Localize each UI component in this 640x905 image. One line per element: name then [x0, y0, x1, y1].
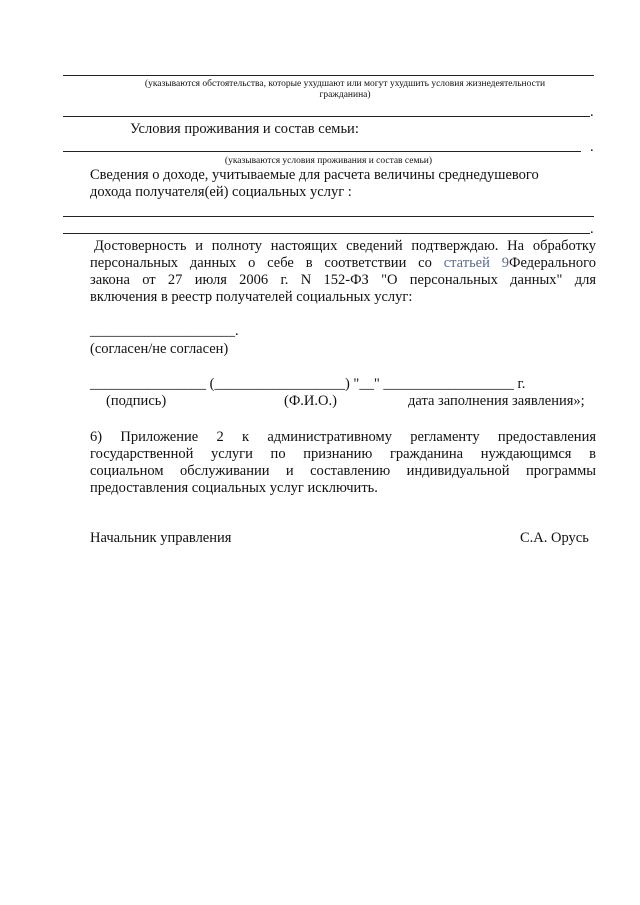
- item6-line-3: социальном обслуживании и составлению индивидуальной программы: [90, 463, 596, 479]
- hint-living-conditions: (указываются условия проживания и состав семьи): [224, 156, 433, 166]
- income-line2: дохода получателя(ей) социальных услуг :: [90, 184, 352, 200]
- date-label: дата заполнения заявления»;: [408, 393, 585, 409]
- rule-3: [63, 151, 581, 152]
- item-6-paragraph: [90, 429, 596, 497]
- article-link[interactable]: статьей 9: [443, 255, 509, 271]
- rule-5-period: .: [590, 221, 594, 237]
- rule-3-period: .: [590, 139, 594, 155]
- rule-4: [63, 216, 594, 217]
- consent-line-4: включения в реестр получателей социальных услуг:: [90, 289, 413, 305]
- consent-line-1: Достоверность и полноту настоящих сведений подтверждаю. На обработку: [94, 238, 596, 254]
- consent-line-2: персональных данных о себе в соответствии со статьей 9Федерального: [90, 255, 597, 271]
- income-line1: Сведения о доходе, учитываемые для расчета величины среднедушевого: [90, 167, 539, 183]
- item6-line-4: предоставления социальных услуг исключить.: [90, 480, 378, 496]
- hint-circumstances: [90, 79, 600, 101]
- signature-label: (подпись): [106, 393, 167, 409]
- signature-row: ________________ (__________________) "__" __________________ г.: [90, 376, 526, 392]
- rule-5: [63, 233, 590, 234]
- consent-paragraph: [90, 238, 596, 306]
- agreement-blank: ____________________.: [90, 323, 239, 339]
- hint-circumstances-line1: (указываются обстоятельства, которые ухудшают или могут ухудшить условия жизнедеятельности: [144, 79, 546, 89]
- fio-label: (Ф.И.О.): [284, 393, 337, 409]
- rule-2-period: .: [590, 104, 594, 120]
- item6-line-1: 6) Приложение 2 к административному регламенту предоставления: [90, 429, 596, 445]
- signatory-name: С.А. Орусь: [520, 530, 589, 546]
- consent-line-3: закона от 27 июля 2006 г. N 152-ФЗ "О персональных данных" для: [90, 272, 596, 288]
- agreement-hint: (согласен/не согласен): [90, 341, 229, 357]
- top-rule: [63, 75, 594, 76]
- signatory-title: Начальник управления: [90, 530, 232, 546]
- hint-circumstances-line2: гражданина): [319, 90, 371, 100]
- item6-line-2: государственной услуги по признанию гражданина нуждающимся в: [90, 446, 596, 462]
- income-info-paragraph: [90, 167, 588, 201]
- rule-2: [63, 116, 590, 117]
- living-conditions-heading: Условия проживания и состав семьи:: [130, 121, 359, 137]
